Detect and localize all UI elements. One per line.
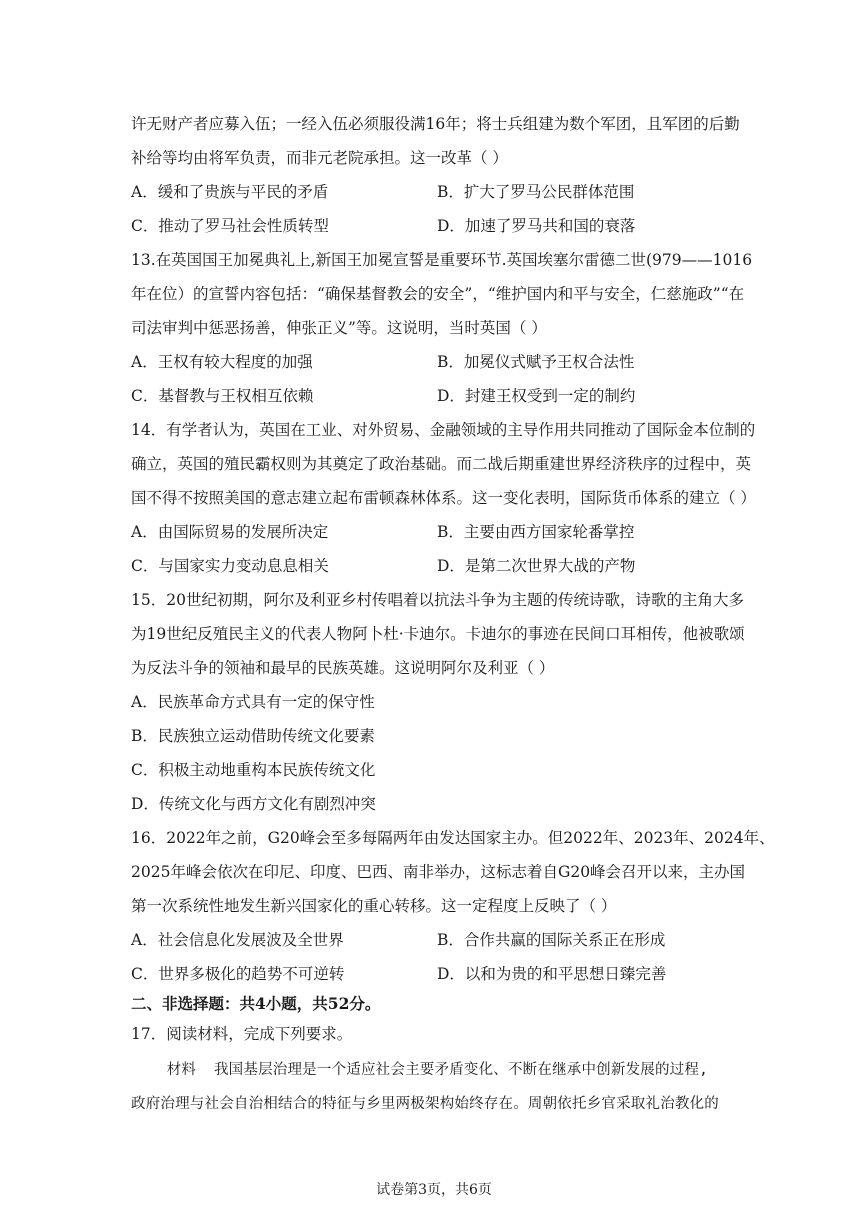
- q15-option-b: B．民族独立运动借助传统文化要素: [131, 727, 375, 745]
- q17-material-line-1: 材料 我国基层治理是一个适应社会主要矛盾变化、不断在继承中创新发展的过程,: [131, 1062, 709, 1078]
- section-heading-non-choice: 二、非选择题：共4小题，共52分。: [131, 994, 381, 1013]
- q16-stem-line-2: 2025年峰会依次在印尼、印度、巴西、南非举办，这标志着自G20峰会召开以来，主办国: [131, 863, 746, 881]
- q14-stem-line-3: 国不得不按照美国的意志建立起布雷顿森林体系。这一变化表明，国际货币体系的建立（ ）: [131, 489, 756, 507]
- q16-stem-line-1: 16．2022年之前，G20峰会至多每隔两年由发达国家主办。但2022年、2023年、2024年、: [131, 829, 775, 847]
- q13-option-c: C．基督教与王权相互依赖: [131, 387, 314, 405]
- q17-material-line-2: 政府治理与社会自治相结合的特征与乡里两极架构始终存在。周朝依托乡官采取礼治教化的: [131, 1096, 719, 1112]
- q16-option-a: A．社会信息化发展波及全世界: [131, 931, 344, 949]
- q14-stem-line-1: 14．有学者认为，英国在工业、对外贸易、金融领域的主导作用共同推动了国际金本位制的: [131, 421, 756, 439]
- q12-option-d: D．加速了罗马共和国的衰落: [437, 217, 636, 235]
- q13-option-d: D．封建王权受到一定的制约: [437, 387, 636, 405]
- q15-stem-line-3: 为反法斗争的领袖和最早的民族英雄。这说明阿尔及利亚（ ）: [131, 659, 555, 677]
- q14-option-b: B．主要由西方国家轮番掌控: [437, 523, 635, 541]
- q14-option-a: A．由国际贸易的发展所决定: [131, 523, 329, 541]
- q16-option-b: B．合作共赢的国际关系正在形成: [437, 931, 666, 949]
- q16-stem-line-3: 第一次系统性地发生新兴国家化的重心转移。这一定程度上反映了（ ）: [131, 897, 617, 915]
- q13-option-a: A．王权有较大程度的加强: [131, 353, 313, 371]
- q12-continuation-line-1: 许无财产者应募入伍；一经入伍必须服役满16年；将士兵组建为数个军团，且军团的后勤: [131, 115, 740, 133]
- q13-option-b: B．加冕仪式赋予王权合法性: [437, 353, 635, 371]
- q15-option-a: A．民族革命方式具有一定的保守性: [131, 693, 375, 711]
- q17-stem: 17．阅读材料，完成下列要求。: [131, 1025, 353, 1043]
- q16-option-c: C．世界多极化的趋势不可逆转: [131, 965, 345, 983]
- q15-option-d: D．传统文化与西方文化有剧烈冲突: [131, 795, 376, 813]
- q15-option-c: C．积极主动地重构本民族传统文化: [131, 761, 376, 779]
- q12-option-b: B．扩大了罗马公民群体范围: [437, 183, 635, 201]
- q12-option-c: C．推动了罗马社会性质转型: [131, 217, 329, 235]
- q14-option-d: D．是第二次世界大战的产物: [437, 557, 636, 575]
- q12-continuation-line-2: 补给等均由将军负责，而非元老院承担。这一改革（ ）: [131, 149, 508, 167]
- q15-stem-line-1: 15．20世纪初期，阿尔及利亚乡村传唱着以抗法斗争为主题的传统诗歌，诗歌的主角大多: [131, 591, 744, 609]
- page-footer: 试卷第3页，共6页: [376, 1182, 492, 1198]
- q13-stem-line-2: 年在位）的宣誓内容包括：“确保基督教会的安全”，“维护国内和平与安全，仁慈施政”“在: [131, 285, 745, 303]
- q15-stem-line-2: 为19世纪反殖民主义的代表人物阿卜杜·卡迪尔。卡迪尔的事迹在民间口耳相传，他被歌颂: [131, 625, 745, 643]
- q14-stem-line-2: 确立，英国的殖民霸权则为其奠定了政治基础。而二战后期重建世界经济秩序的过程中，英: [131, 455, 752, 473]
- q16-option-d: D．以和为贵的和平思想日臻完善: [437, 965, 667, 983]
- q13-stem-line-3: 司法审判中惩恶扬善，伸张正义”等。这说明，当时英国（ ）: [131, 319, 547, 337]
- q14-option-c: C．与国家实力变动息息相关: [131, 557, 329, 575]
- q13-stem-line-1: 13.在英国国王加冕典礼上,新国王加冕宣誓是重要环节.英国埃塞尔雷德二世(979——1016: [131, 251, 753, 269]
- q12-option-a: A．缓和了贵族与平民的矛盾: [131, 183, 329, 201]
